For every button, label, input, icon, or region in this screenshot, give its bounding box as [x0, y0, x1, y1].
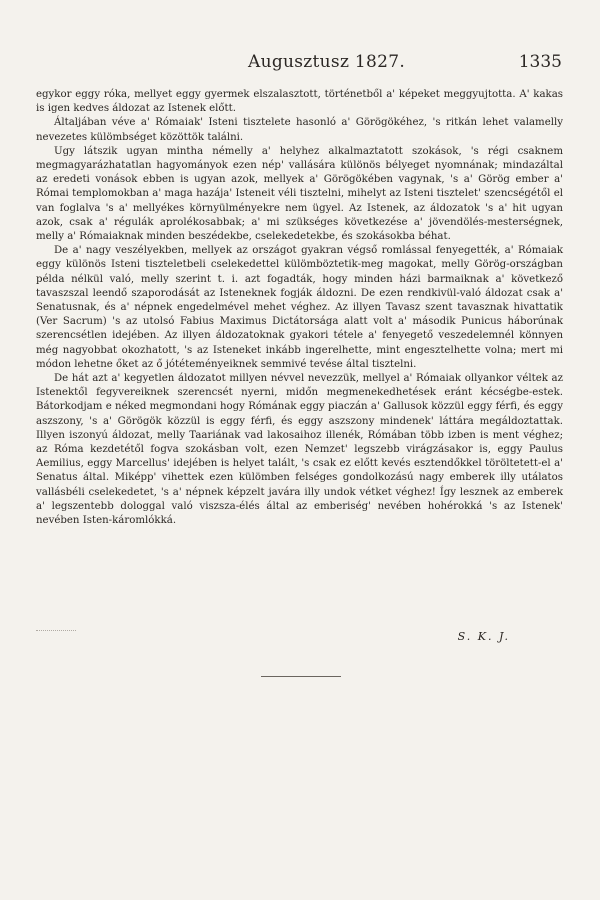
paragraph: Általjában véve a' Rómaiak' Isteni tisztelete hasonló a' Görögökéhez, 's ritkán lehet valamelly nevezetes külömbséget közöttök találni.: [36, 117, 563, 143]
paragraph-continuation: egykor eggy róka, mellyet eggy gyermek elszalasztott, történetből a' képeket meggyujtotta. A' kakas is igen kedves áldozat az Istenek előtt.: [36, 89, 563, 115]
running-title: Augusztusz 1827.: [248, 52, 406, 72]
section-divider: [261, 676, 341, 677]
paragraph: De hát azt a' kegyetlen áldozatot millyen névvel nevezzük, mellyel a' Rómaiak ollyankor véltek az Istenektől fegyvereiknek szerencsét nyerni, midőn megmenekedhetések eránt kécségbe-estek. Bátorkodjam e néked megmondani hogy Rómának eggy piaczán a' Gallusok közzül eggy férfi, és eggy aszszony, 's a' Görögök közzül is eggy férfi, és eggy aszszony mindenek' láttára megáldoztattak. Illyen iszonyú áldozat, melly Taariának vad lakosaihoz illenék, Rómában több izben is ment véghez; az Róma kezdetétől fogva szokásban volt, ezen Nemzet' legszebb virágzásakor is, eggy Paulus Aemilius, eggy Marcellus' idejében is helyet talált, 's csak ez előtt kevés esztendőkkel töröltetett-el a' Senatus által. Miképp' vihettek ezen külömben felséges gondolkozású nagy emberek illy utálatos vallásbéli cselekedetet, 's a' népnek képzelt javára illy undok vétket véghez! Így lesznek az emberek a' legszentebb dologgal való viszsza-élés által az emberiség' nevében hohérokká 's az Istenek' nevében Isten-káromlókká.: [36, 373, 563, 527]
page-header: [30, 52, 570, 76]
page-number: 1335: [518, 52, 562, 72]
article-body: [36, 88, 563, 528]
paragraph: De a' nagy veszélyekben, mellyek az országot gyakran végső romlással fenyegették, a' Rómaiak eggy különös Isteni tiszteletbeli cselekedettel külömböztetik-meg magokat, melly Görög-országban példa nélkül való, melly szerint t. i. azt fogadták, hogy minden házi barmaiknak a' következő tavaszszal leendő szaporodását az Isteneknek fogják áldozni. De ezen rendkivül-való áldozat csak a' Senatusnak, és a' népnek engedelmével mehet véghez. Az illyen Tavasz szent tavasznak hivattatik (Ver Sacrum) 's az utolsó Fabius Maximus Dictátorsága alatt volt a' második Punicus háborúnak szerencsétlen idejében. Az illyen áldozatoknak gyakori tétele a' fenyegető veszedelemnél könnyen még nagyobbat okozhatott, 's az Isteneket inkább ingerelhette, mint engesztelhette volna; mert mi módon lehetne őket az ő jótéteményeiknek semmivé tevése által tisztelni.: [36, 245, 563, 370]
margin-mark: [36, 630, 76, 631]
author-signature: S. K. J.: [457, 630, 510, 643]
paragraph: Ugy látszik ugyan mintha némelly a' helyhez alkalmaztatott szokások, 's régi csaknem megmagyarázhatatlan hagyományok ezen nép' vallására különös bélyeget nyomnának; mindazáltal az eredeti vonások ebben is ugyan azok, mellyek a' Görögökében vagynak, 's a' Görög ember a' Római templomokban a' maga hazája' Isteneit véli tisztelni, mihelyt az Isteni tisztelet' szencségétől el van foglalva 's a' mellyékes környülményekre nem ügyel. Az Istenek, az áldozatok 's a' hit ugyan azok, csak a' régulák aprolékosabbak; a' mi szükséges következése a' jövendölés-mesterségnek, melly a' Rómaiaknak minden beszédekbe, cselekedetekbe, és szokásokba béhat.: [36, 145, 563, 243]
